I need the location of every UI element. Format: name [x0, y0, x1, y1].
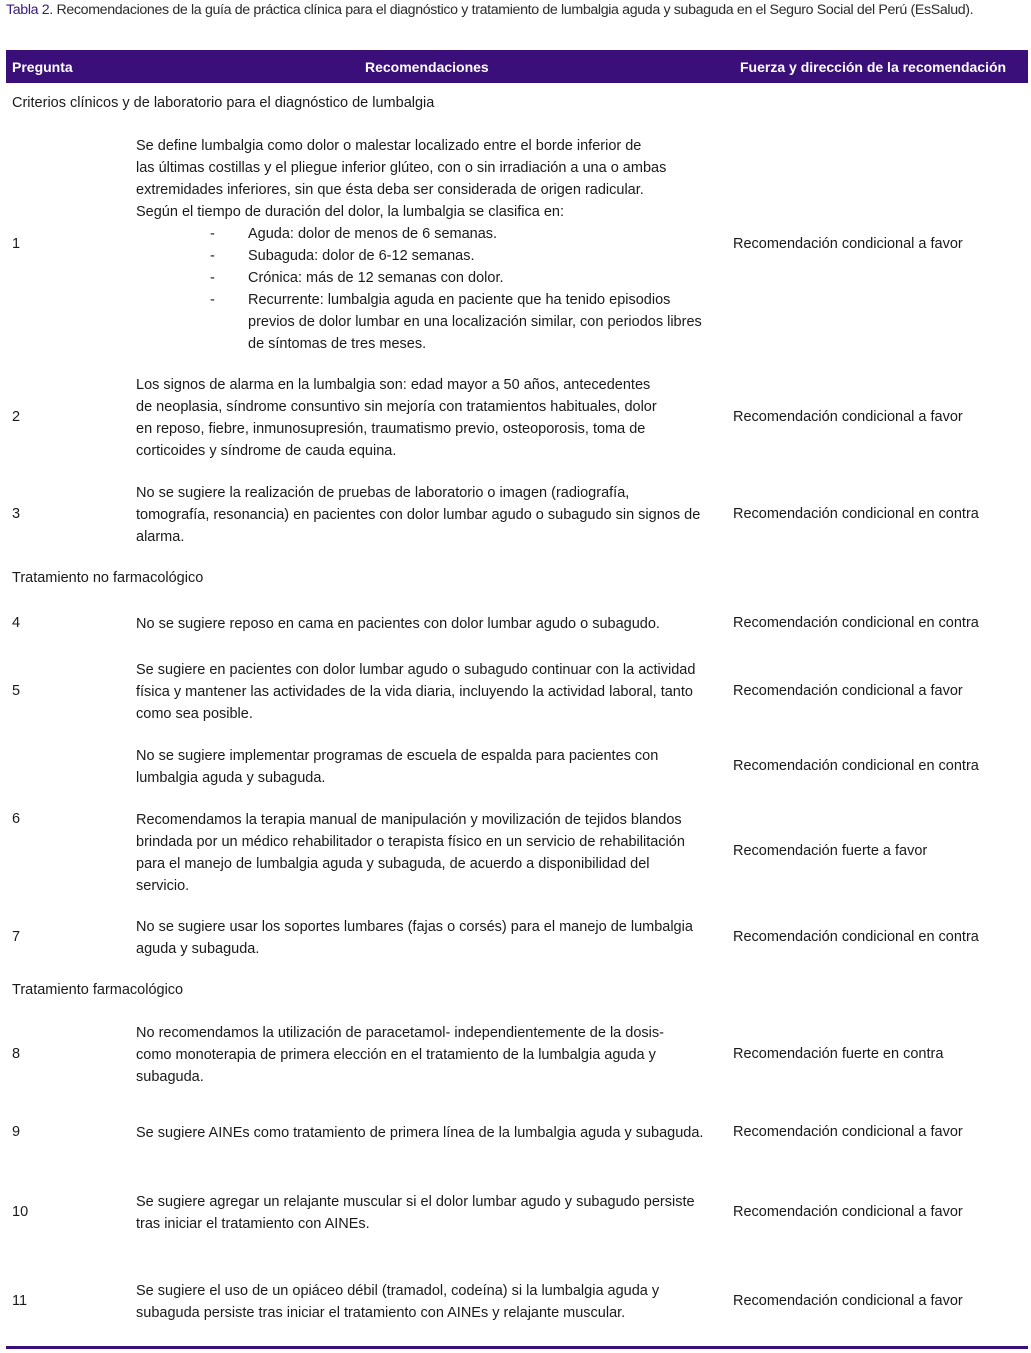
caption-label: Tabla 2.: [6, 2, 53, 18]
list-item: [136, 267, 736, 289]
list-item: [136, 245, 736, 267]
recommendation-text: [136, 1122, 736, 1144]
text-line: tras iniciar el tratamiento con AINEs.: [136, 1216, 370, 1232]
text-line: las últimas costillas y el pliegue inferior glúteo, con o sin irradiación a una o ambas: [136, 160, 667, 176]
list-item-text: - Recurrente: lumbalgia aguda en paciente que ha tenido episodios: [248, 292, 671, 308]
section-heading: Tratamiento farmacológico: [12, 982, 184, 998]
recommendation-strength: Recomendación condicional a favor: [733, 1293, 963, 1309]
recommendation-text: [136, 135, 736, 355]
row-number: 9: [12, 1124, 21, 1140]
text-line: física y mantener las actividades de la vida diaria, incluyendo la actividad laboral, tanto: [136, 684, 693, 700]
recommendation-text: [136, 1280, 736, 1324]
text-line: corticoides y síndrome de cauda equina.: [136, 443, 397, 459]
text-line: No se sugiere implementar programas de escuela de espalda para pacientes con: [136, 748, 659, 764]
table-bottom-rule: [6, 1346, 1028, 1349]
recommendation-strength: Recomendación condicional a favor: [733, 1204, 963, 1220]
recommendation-strength: Recomendación condicional a favor: [733, 1124, 963, 1140]
recommendation-strength: Recomendación fuerte a favor: [733, 843, 928, 859]
section-heading: Tratamiento no farmacológico: [12, 570, 204, 586]
recommendation-strength: Recomendación condicional en contra: [733, 506, 979, 522]
header-recomendaciones: Recomendaciones: [365, 59, 489, 75]
recommendation-text: [136, 916, 736, 960]
text-line: Se sugiere el uso de un opiáceo débil (tramadol, codeína) si la lumbalgia aguda y: [136, 1283, 660, 1299]
row-number: 3: [12, 506, 21, 522]
text-line: subaguda.: [136, 1069, 204, 1085]
text-line: lumbalgia aguda y subaguda.: [136, 770, 326, 786]
recommendation-strength: Recomendación condicional en contra: [733, 615, 979, 631]
text-line: No se sugiere la realización de pruebas de laboratorio o imagen (radiografía,: [136, 485, 630, 501]
text-line: Según el tiempo de duración del dolor, la lumbalgia se clasifica en:: [136, 204, 565, 220]
list-item-text: Crónica: más de 12 semanas con dolor.: [248, 270, 504, 286]
row-number: 2: [12, 409, 21, 425]
recommendation-text: [136, 482, 736, 548]
recommendation-strength: Recomendación fuerte en contra: [733, 1046, 944, 1062]
text-line: Los signos de alarma en la lumbalgia son: edad mayor a 50 años, antecedentes: [136, 377, 651, 393]
recommendation-text: [136, 809, 736, 897]
list-item: [136, 223, 736, 245]
text-line: extremidades inferiores, sin que ésta deba ser considerada de origen radicular.: [136, 182, 644, 198]
recommendation-text: [136, 745, 736, 789]
text-line: Se sugiere AINEs como tratamiento de primera línea de la lumbalgia aguda y subaguda.: [136, 1125, 704, 1141]
list-item-text: de síntomas de tres meses.: [248, 336, 427, 352]
list-item-text: Subaguda: dolor de 6-12 semanas.: [248, 248, 475, 264]
table-caption: [6, 2, 1028, 18]
list-item-text: Aguda: dolor de menos de 6 semanas.: [248, 226, 498, 242]
caption-text: Recomendaciones de la guía de práctica clínica para el diagnóstico y tratamiento de lumbalgia aguda y subaguda en el Seguro Social del Perú (EsSalud).: [52, 2, 974, 18]
row-number: 7: [12, 929, 21, 945]
recommendation-text: [136, 613, 736, 635]
header-pregunta: Pregunta: [12, 59, 73, 75]
row-number: 1: [12, 236, 21, 252]
recommendation-text: [136, 1191, 736, 1235]
text-line: como sea posible.: [136, 706, 253, 722]
text-line: brindada por un médico rehabilitador o terapista físico en un servicio de rehabilitación: [136, 834, 685, 850]
text-line: Se sugiere agregar un relajante muscular si el dolor lumbar agudo y subagudo persiste: [136, 1194, 695, 1210]
recommendation-strength: Recomendación condicional en contra: [733, 758, 979, 774]
text-line: Recomendamos la terapia manual de manipulación y movilización de tejidos blandos: [136, 812, 682, 828]
table-header: [6, 50, 1028, 83]
recommendation-strength: Recomendación condicional a favor: [733, 409, 963, 425]
recommendation-strength: Recomendación condicional en contra: [733, 929, 979, 945]
text-line: No se sugiere reposo en cama en pacientes con dolor lumbar agudo o subagudo.: [136, 616, 660, 632]
text-line: aguda y subaguda.: [136, 941, 260, 957]
text-line: de neoplasia, síndrome consuntivo sin mejoría con tratamientos habituales, dolor: [136, 399, 657, 415]
recommendation-strength: Recomendación condicional a favor: [733, 683, 963, 699]
text-line: Se sugiere en pacientes con dolor lumbar agudo o subagudo continuar con la actividad: [136, 662, 696, 678]
row-number: 5: [12, 683, 21, 699]
row-number: 8: [12, 1046, 21, 1062]
text-line: subaguda persiste tras iniciar el tratamiento con AINEs y relajante muscular.: [136, 1305, 626, 1321]
text-line: No se sugiere usar los soportes lumbares (fajas o corsés) para el manejo de lumbalgia: [136, 919, 693, 935]
recommendation-strength: Recomendación condicional a favor: [733, 236, 963, 252]
text-line: Se define lumbalgia como dolor o malestar localizado entre el borde inferior de: [136, 138, 642, 154]
text-line: en reposo, fiebre, inmunosupresión, traumatismo previo, osteoporosis, toma de: [136, 421, 646, 437]
row-number: 4: [12, 615, 21, 631]
list-item: [136, 289, 736, 355]
text-line: para el manejo de lumbalgia aguda y subaguda, de acuerdo a disponibilidad del: [136, 856, 650, 872]
classification-list: [136, 223, 736, 355]
text-line: tomografía, resonancia) en pacientes con dolor lumbar agudo o subagudo sin signos de: [136, 507, 701, 523]
recommendation-text: [136, 659, 736, 725]
recommendation-text: [136, 374, 736, 462]
row-number: 11: [12, 1293, 28, 1309]
row-number: 10: [12, 1204, 29, 1220]
list-item-text: previos de dolor lumbar en una localización similar, con periodos libres: [248, 314, 702, 330]
text-line: servicio.: [136, 878, 190, 894]
text-line: como monoterapia de primera elección en el tratamiento de la lumbalgia aguda y: [136, 1047, 656, 1063]
text-line: alarma.: [136, 529, 185, 545]
text-line: No recomendamos la utilización de paracetamol- independientemente de la dosis-: [136, 1025, 664, 1041]
header-fuerza: Fuerza y dirección de la recomendación: [740, 59, 1007, 75]
row-number: 6: [12, 811, 21, 827]
section-heading: Criterios clínicos y de laboratorio para el diagnóstico de lumbalgia: [12, 95, 435, 111]
recommendation-text: [136, 1022, 736, 1088]
